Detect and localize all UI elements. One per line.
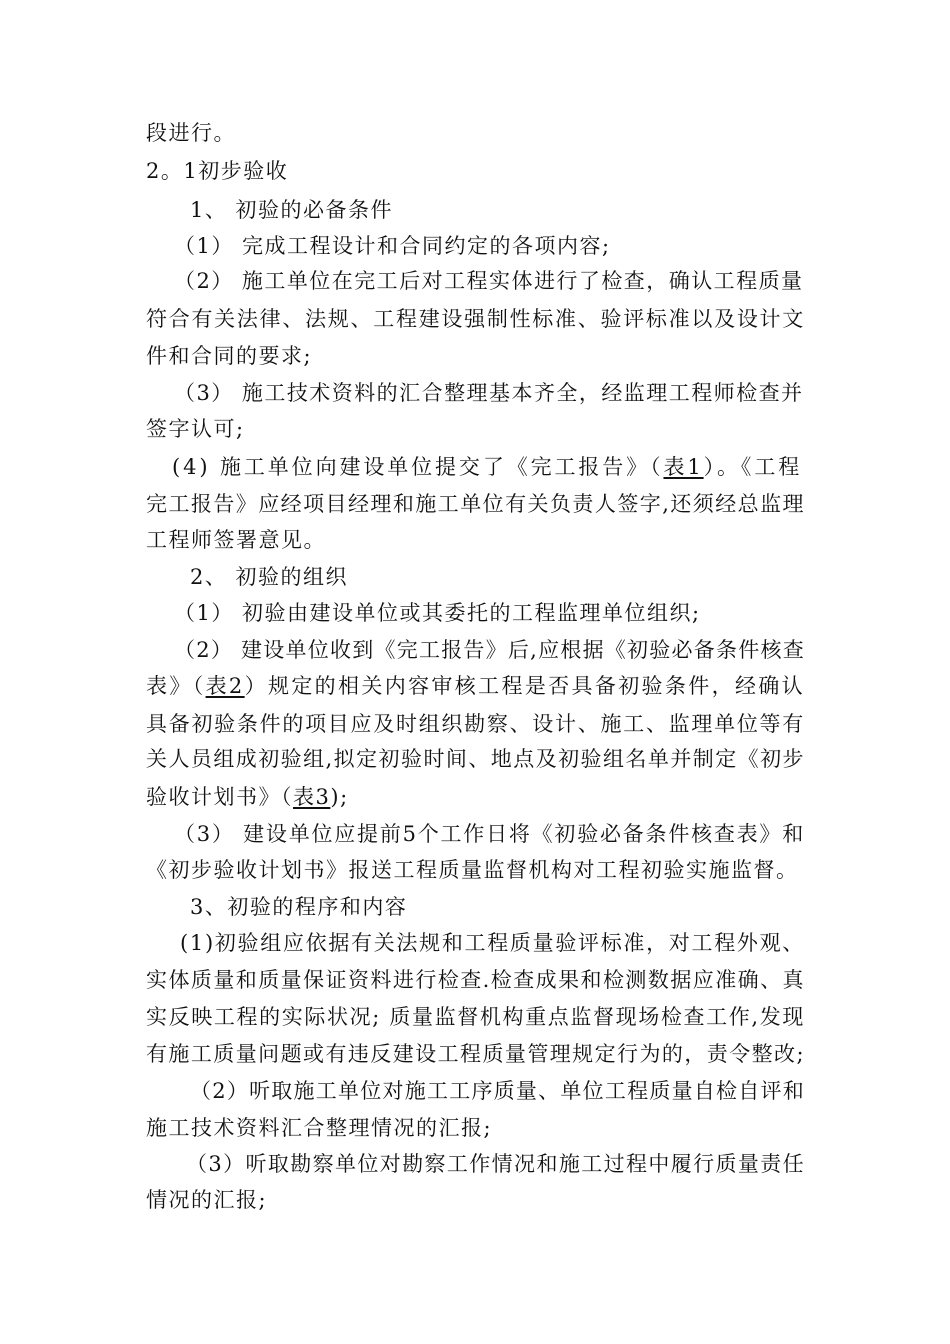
line-text: 完工报告》应经项目经理和施工单位有关负责人签字,还须经总监理 [146,492,805,516]
text-line [146,1182,950,1218]
line-text: 符合有关法律、法规、工程建设强制性标准、验评标准以及设计文 [146,307,805,331]
list-item [174,375,950,411]
line-text: 《初步验收计划书》报送工程质量监督机构对工程初验实施监督。 [146,858,799,882]
text-line [146,301,950,337]
list-item [174,263,950,299]
text-line [146,741,950,777]
text-line [146,522,950,558]
line-text: 情况的汇报; [146,1188,268,1212]
list-item [180,925,950,961]
table-3-link[interactable]: 表3 [293,785,331,809]
line-text: 段进行。 [146,121,236,145]
list-item [174,228,950,264]
line-text: (1)初验组应依据有关法规和工程质量验评标准，对工程外观、 [180,931,805,955]
line-text: （2） 施工单位在完工后对工程实体进行了检查，确认工程质量 [174,269,804,293]
line-text: 1、 初验的必备条件 [190,198,394,222]
subsection-heading [190,192,950,228]
list-item [174,816,950,852]
text-line [146,338,950,374]
line-text: （2）听取施工单位对施工工序质量、单位工程质量自检自评和 [190,1079,805,1103]
line-text-before: (4) 施工单位向建设单位提交了《完工报告》（ [172,455,664,479]
line-text-after: ); [330,785,349,809]
line-text: 施工技术资料汇合整理情况的汇报; [146,1116,493,1140]
text-line [146,486,950,522]
line-text: 3、初验的程序和内容 [190,895,408,919]
list-item [190,1073,950,1109]
list-item [174,632,950,668]
line-text: （3） 建设单位应提前5个工作日将《初验必备条件核查表》和 [174,822,805,846]
line-text-after: ）规定的相关内容审核工程是否具备初验条件，经确认 [244,674,806,698]
line-text: （1） 完成工程设计和合同约定的各项内容; [174,234,611,258]
line-text: 件和合同的要求; [146,344,313,368]
line-text: （3）听取勘察单位对勘察工作情况和施工过程中履行质量责任 [186,1152,805,1176]
line-text: （2） 建设单位收到《完工报告》后,应根据《初验必备条件核查 [174,638,805,662]
line-text-after: ）。《工程 [703,455,803,479]
text-line [146,962,950,998]
line-text: 工程师签署意见。 [146,528,326,552]
line-text: （1） 初验由建设单位或其委托的工程监理单位组织; [174,601,701,625]
text-line [146,999,950,1035]
line-text-before: 表》（ [146,674,206,698]
line-text: （3） 施工技术资料的汇合整理基本齐全，经监理工程师检查并 [174,381,804,405]
table-1-link[interactable]: 表1 [663,455,704,479]
text-line [146,1110,950,1146]
text-line [146,706,950,742]
line-text-before: 验收计划书》（ [146,785,293,809]
line-text: 有施工质量问题或有违反建设工程质量管理规定行为的，责令整改; [146,1042,805,1066]
line-text: 2、 初验的组织 [190,565,349,589]
section-heading [146,153,950,189]
text-line [146,779,950,815]
list-item [186,1146,950,1182]
line-text: 签字认可; [146,417,245,441]
text-line [146,1036,950,1072]
line-text: 具备初验条件的项目应及时组织勘察、设计、施工、监理单位等有 [146,712,805,736]
list-item [174,595,950,631]
list-item [172,449,950,485]
text-line [146,668,950,704]
line-text: 关人员组成初验组,拟定初验时间、地点及初验组名单并制定《初步 [146,747,805,771]
text-line [146,852,950,888]
line-text: 实体质量和质量保证资料进行检查.检查成果和检测数据应准确、真 [146,968,805,992]
line-text: 2。1初步验收 [146,159,289,183]
text-line [146,115,950,151]
subsection-heading [190,559,950,595]
table-2-link[interactable]: 表2 [205,674,245,698]
subsection-heading [190,889,950,925]
line-text: 实反映工程的实际状况; 质量监督机构重点监督现场检查工作,发现 [146,1005,805,1029]
text-line [146,411,950,447]
